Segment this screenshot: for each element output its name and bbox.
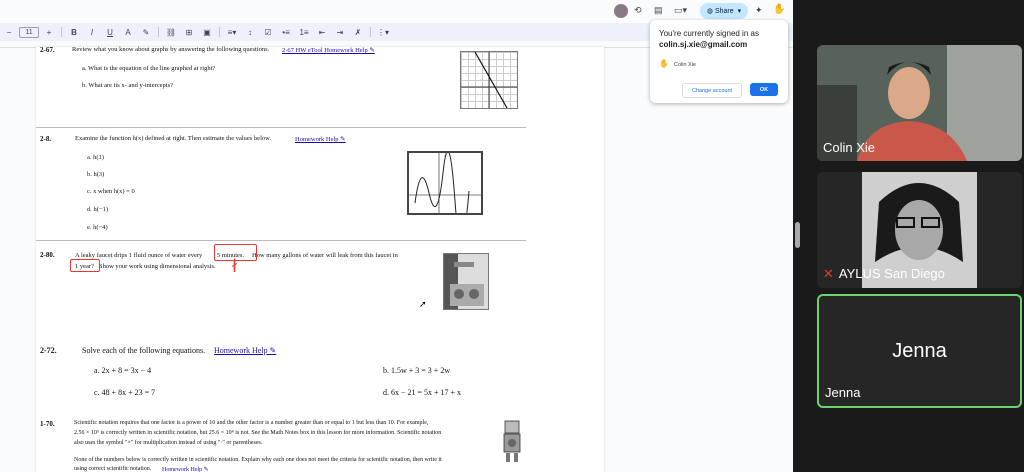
- problem-number: 2-80.: [40, 251, 55, 259]
- faucet-drawing: [444, 254, 488, 309]
- homework-help-link[interactable]: 2-67 HW eTool Homework Help ✎: [282, 47, 375, 54]
- scrollbar-thumb[interactable]: [795, 222, 800, 248]
- homework-help-link[interactable]: Homework Help ✎: [162, 467, 209, 472]
- participant-tile-aylus[interactable]: [817, 172, 1022, 288]
- robot-image: [501, 419, 523, 463]
- link-icon[interactable]: ⛓: [165, 27, 177, 37]
- meet-icon[interactable]: ▭▾: [674, 5, 688, 15]
- red-annotation-box-year: [70, 259, 100, 272]
- problem-text: A leaky faucet drips 1 fluid ounce of water every: [75, 252, 203, 259]
- question-d: d. h(−1): [87, 206, 108, 213]
- divider: [219, 27, 220, 37]
- problem-text-line4: None of the numbers below is correctly written in scientific notation. Explain why each one does not meet the criteria for scientific notation, then write it: [74, 457, 442, 463]
- image-icon[interactable]: ▣: [203, 27, 211, 37]
- highlight-icon[interactable]: ✎: [142, 27, 150, 37]
- signed-in-popup: [650, 20, 788, 103]
- homework-help-link[interactable]: Homework Help ✎: [295, 136, 346, 143]
- indent-increase-icon[interactable]: ⇥: [336, 27, 344, 37]
- font-size-decrease-icon[interactable]: −: [6, 27, 12, 37]
- equation-d: d. 6x − 21 = 5x + 17 + x: [383, 388, 462, 397]
- participant-name-row: [823, 266, 945, 282]
- globe-icon: ◍: [706, 8, 713, 15]
- problem-text: Solve each of the following equations.: [82, 346, 206, 355]
- email-text: colin.sj.xie@gmail.com: [659, 40, 748, 49]
- problem-text-line5: using correct scientific notation.: [74, 466, 152, 472]
- ok-button[interactable]: OK: [750, 83, 778, 96]
- line-spacing-icon[interactable]: ↕: [248, 27, 252, 37]
- problem-number: 2-67.: [40, 46, 55, 54]
- text-color-icon[interactable]: A: [125, 27, 131, 37]
- account-name: Colin Xie: [673, 62, 696, 68]
- question-b: b. h(3): [87, 171, 105, 178]
- problem-text: Examine the function h(x) defined at right. Then estimate the values below.: [75, 135, 272, 142]
- account-row: [659, 59, 696, 68]
- question-a: a. h(1): [87, 154, 104, 161]
- homework-help-link[interactable]: Homework Help ✎: [214, 346, 277, 355]
- participant-name: Colin Xie: [823, 140, 876, 155]
- problem-text-cont: How many gallons of water will leak from this faucet in: [252, 252, 398, 259]
- muted-mic-icon: ✕: [823, 266, 834, 281]
- problem-text-line3: also uses the symbol "×" for multiplication instead of using "·" or parentheses.: [74, 440, 263, 446]
- bold-icon[interactable]: B: [71, 27, 77, 37]
- faucet-image: [443, 253, 489, 310]
- problem-number: 2-72.: [40, 346, 57, 355]
- user-avatar-small[interactable]: [614, 4, 628, 18]
- divider: [370, 27, 371, 37]
- problem-text-line2: 2.56 × 10⁵ is correctly written in scientific notation, but 25.6 × 10⁴ is not. See the Math Notes box in this lesson for more information. Scientific notation: [74, 430, 442, 436]
- graph-lines: [461, 52, 517, 108]
- problem-text-line1: Scientific notation requires that one factor is a power of 10 and the other factor is a number greater than or equal to 1 but less than 10. For example,: [74, 420, 429, 426]
- profile-icon[interactable]: ✋: [773, 4, 786, 15]
- question-a: a. What is the equation of the line graphed at right?: [82, 65, 216, 72]
- function-graph-image: [407, 151, 483, 215]
- italic-icon[interactable]: I: [90, 27, 94, 37]
- problem-number: 2-8.: [40, 135, 52, 143]
- chevron-down-icon[interactable]: ▾: [737, 8, 742, 15]
- equation-a: a. 2x + 8 = 3x − 4: [94, 366, 152, 375]
- question-e: e. h(−4): [87, 224, 108, 231]
- comment-icon[interactable]: ▤: [654, 5, 663, 15]
- signed-in-text: You're currently signed in as: [659, 29, 759, 38]
- add-comment-icon[interactable]: ⊞: [185, 27, 193, 37]
- hand-avatar-icon: ✋: [659, 59, 669, 68]
- numbered-list-icon[interactable]: 1≡: [299, 27, 309, 37]
- red-handwritten-mark: ł: [232, 256, 238, 277]
- function-curve: [409, 153, 481, 213]
- equation-b: b. 1.5w + 3 = 3 + 2w: [383, 366, 451, 375]
- font-size-increase-icon[interactable]: +: [46, 27, 52, 37]
- participant-tile-jenna[interactable]: [817, 294, 1022, 408]
- clear-formatting-icon[interactable]: ✗: [354, 27, 362, 37]
- history-icon[interactable]: ⟲: [634, 5, 642, 15]
- document-page[interactable]: [36, 47, 604, 472]
- year-text: 1 year?: [75, 263, 94, 270]
- question-c: c. x when h(x) = 0: [87, 188, 135, 195]
- gemini-icon[interactable]: ✦: [755, 5, 763, 15]
- divider: [158, 27, 159, 37]
- mouse-cursor: ➚: [419, 299, 427, 309]
- participant-initial: Jenna: [892, 340, 947, 362]
- robot-drawing: [501, 419, 523, 463]
- align-icon[interactable]: ≡▾: [227, 27, 237, 37]
- line-graph-image: [460, 51, 518, 109]
- divider: [61, 27, 62, 37]
- divider: [36, 240, 526, 241]
- participant-name: AYLUS San Diego: [838, 266, 945, 281]
- change-account-button[interactable]: Change account: [682, 83, 742, 98]
- share-button[interactable]: ◍ Share ▾: [700, 3, 748, 19]
- question-b: b. What are its x- and y-intercepts?: [82, 82, 174, 89]
- bullet-list-icon[interactable]: •≡: [282, 27, 290, 37]
- participant-tile-colin[interactable]: [817, 45, 1022, 161]
- video-call-panel: [803, 0, 1024, 472]
- problem-text-line2: Show your work using dimensional analysis.: [99, 263, 216, 270]
- problem-text: Review what you know about graphs by answering the following questions.: [72, 46, 270, 53]
- minutes-text: 5 minutes.: [217, 252, 245, 259]
- divider: [36, 127, 526, 128]
- participant-name: Jenna: [825, 385, 861, 400]
- font-size-input[interactable]: 11: [19, 27, 39, 38]
- equation-c: c. 48 + 8x + 23 = 7: [94, 388, 156, 397]
- underline-icon[interactable]: U: [107, 27, 113, 37]
- more-options-icon[interactable]: ⋮▾: [377, 27, 390, 37]
- problem-number: 1-70.: [40, 420, 55, 428]
- checklist-icon[interactable]: ☑: [264, 27, 272, 37]
- indent-decrease-icon[interactable]: ⇤: [318, 27, 326, 37]
